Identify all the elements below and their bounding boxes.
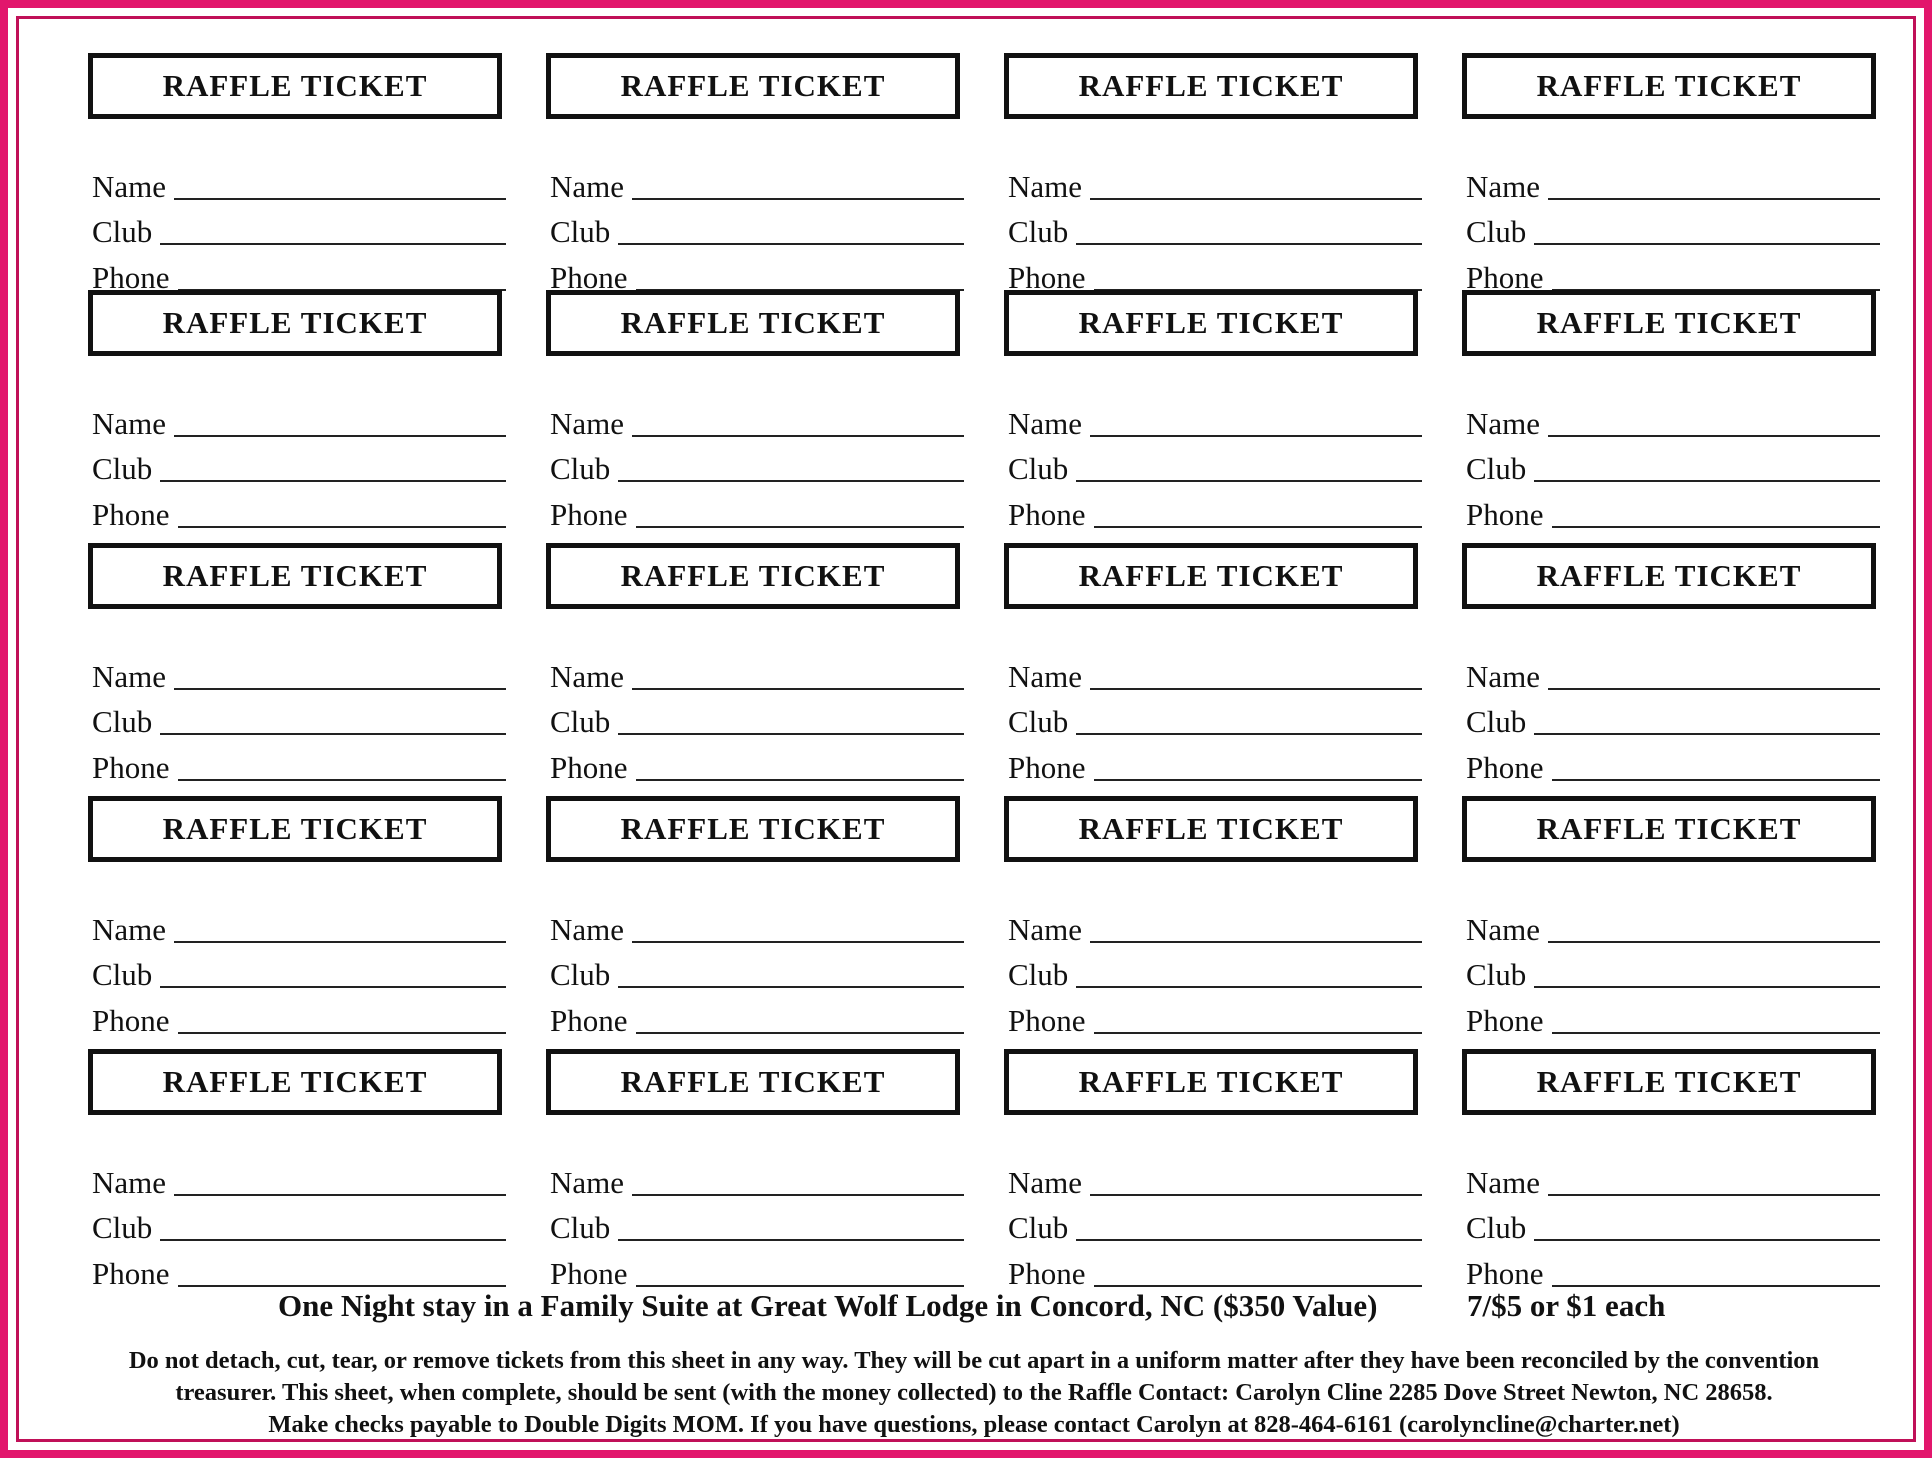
write-in-line[interactable] (618, 479, 964, 482)
ticket-field-phone (550, 494, 964, 530)
ticket-field-club (550, 448, 964, 484)
field-label: Club (1008, 1210, 1069, 1245)
write-in-line[interactable] (1534, 985, 1880, 988)
write-in-line[interactable] (1552, 1031, 1881, 1034)
ticket-title: RAFFLE TICKET (1462, 543, 1876, 609)
ticket-field-name (550, 1162, 964, 1198)
write-in-line[interactable] (1094, 525, 1423, 528)
ticket-field-phone (92, 747, 506, 783)
ticket-title: RAFFLE TICKET (1004, 796, 1418, 862)
field-label: Phone (1008, 497, 1086, 532)
field-label: Club (92, 704, 153, 739)
write-in-line[interactable] (1552, 525, 1881, 528)
write-in-line[interactable] (178, 778, 507, 781)
ticket-field-name (1008, 403, 1422, 439)
field-label: Phone (1466, 260, 1544, 295)
ticket-field-name (1466, 403, 1880, 439)
field-label: Club (1008, 214, 1069, 249)
field-label: Name (92, 1165, 167, 1200)
write-in-line[interactable] (174, 940, 506, 943)
ticket-title: RAFFLE TICKET (546, 796, 960, 862)
write-in-line[interactable] (1548, 1193, 1880, 1196)
ticket-field-name (550, 166, 964, 202)
write-in-line[interactable] (1094, 778, 1423, 781)
ticket-field-club (1008, 954, 1422, 990)
field-label: Name (550, 1165, 625, 1200)
ticket-field-club (92, 211, 506, 247)
ticket-field-name (1466, 909, 1880, 945)
field-label: Phone (1008, 260, 1086, 295)
ticket-field-phone (92, 1253, 506, 1289)
field-label: Name (550, 659, 625, 694)
write-in-line[interactable] (636, 778, 965, 781)
ticket-field-name (1008, 909, 1422, 945)
write-in-line[interactable] (632, 940, 964, 943)
write-in-line[interactable] (636, 1031, 965, 1034)
field-label: Club (550, 957, 611, 992)
write-in-line[interactable] (1090, 197, 1422, 200)
write-in-line[interactable] (160, 479, 506, 482)
field-label: Phone (550, 1256, 628, 1291)
ticket-field-name (550, 656, 964, 692)
ticket-title: RAFFLE TICKET (88, 543, 502, 609)
ticket-title: RAFFLE TICKET (546, 53, 960, 119)
field-label: Club (1466, 957, 1527, 992)
ticket-field-name (1008, 166, 1422, 202)
write-in-line[interactable] (636, 525, 965, 528)
write-in-line[interactable] (174, 434, 506, 437)
field-label: Phone (550, 497, 628, 532)
ticket-field-club (92, 1207, 506, 1243)
ticket-title: RAFFLE TICKET (1462, 290, 1876, 356)
ticket-field-name (92, 909, 506, 945)
write-in-line[interactable] (1076, 985, 1422, 988)
ticket-title: RAFFLE TICKET (1004, 53, 1418, 119)
write-in-line[interactable] (1534, 1238, 1880, 1241)
ticket-field-name (92, 166, 506, 202)
ticket-field-phone (550, 257, 964, 293)
ticket-field-club (550, 954, 964, 990)
write-in-line[interactable] (1076, 479, 1422, 482)
field-label: Club (550, 1210, 611, 1245)
write-in-line[interactable] (1548, 197, 1880, 200)
field-label: Phone (1008, 1003, 1086, 1038)
write-in-line[interactable] (160, 732, 506, 735)
ticket-title: RAFFLE TICKET (546, 543, 960, 609)
field-label: Phone (550, 750, 628, 785)
field-label: Name (1008, 406, 1083, 441)
write-in-line[interactable] (160, 985, 506, 988)
field-label: Club (1466, 1210, 1527, 1245)
field-label: Phone (550, 1003, 628, 1038)
field-label: Name (1008, 169, 1083, 204)
field-label: Club (1008, 957, 1069, 992)
field-label: Club (550, 704, 611, 739)
write-in-line[interactable] (174, 687, 506, 690)
ticket-field-club (1466, 954, 1880, 990)
ticket-field-name (92, 656, 506, 692)
field-label: Club (1466, 704, 1527, 739)
ticket-field-club (1008, 211, 1422, 247)
ticket-field-club (1008, 701, 1422, 737)
field-label: Club (92, 1210, 153, 1245)
write-in-line[interactable] (1076, 242, 1422, 245)
ticket-field-name (1466, 656, 1880, 692)
field-label: Phone (1466, 497, 1544, 532)
ticket-title: RAFFLE TICKET (1462, 53, 1876, 119)
ticket-field-club (92, 954, 506, 990)
prize-line (8, 1288, 1932, 1328)
write-in-line[interactable] (178, 1031, 507, 1034)
write-in-line[interactable] (632, 197, 964, 200)
ticket-title: RAFFLE TICKET (1004, 290, 1418, 356)
write-in-line[interactable] (174, 197, 506, 200)
field-label: Name (1008, 1165, 1083, 1200)
ticket-field-phone (550, 1253, 964, 1289)
notice-line-2: treasurer. This sheet, when complete, should be sent (with the money collected) to the Raffle Contact: Carolyn Cline 2285 Dove Street Newton, NC 28658. (175, 1379, 1773, 1406)
ticket-title: RAFFLE TICKET (546, 290, 960, 356)
write-in-line[interactable] (1534, 732, 1880, 735)
ticket-field-name (550, 909, 964, 945)
field-label: Name (550, 169, 625, 204)
write-in-line[interactable] (1548, 687, 1880, 690)
write-in-line[interactable] (178, 525, 507, 528)
ticket-field-club (550, 701, 964, 737)
ticket-field-club (550, 211, 964, 247)
ticket-field-club (550, 1207, 964, 1243)
field-label: Phone (92, 1256, 170, 1291)
field-label: Club (550, 214, 611, 249)
ticket-title: RAFFLE TICKET (88, 1049, 502, 1115)
ticket-field-name (1008, 1162, 1422, 1198)
ticket-field-phone (550, 747, 964, 783)
write-in-line[interactable] (1090, 687, 1422, 690)
write-in-line[interactable] (632, 687, 964, 690)
write-in-line[interactable] (160, 1238, 506, 1241)
ticket-field-phone (1466, 257, 1880, 293)
field-label: Club (1466, 214, 1527, 249)
write-in-line[interactable] (160, 242, 506, 245)
write-in-line[interactable] (1534, 479, 1880, 482)
field-label: Name (1466, 169, 1541, 204)
ticket-field-phone (92, 1000, 506, 1036)
field-label: Name (1008, 912, 1083, 947)
write-in-line[interactable] (178, 1284, 507, 1287)
write-in-line[interactable] (1076, 732, 1422, 735)
write-in-line[interactable] (1094, 1284, 1423, 1287)
ticket-title: RAFFLE TICKET (1004, 1049, 1418, 1115)
field-label: Phone (1466, 750, 1544, 785)
field-label: Name (1466, 406, 1541, 441)
write-in-line[interactable] (1552, 778, 1881, 781)
ticket-field-phone (1466, 494, 1880, 530)
field-label: Name (92, 659, 167, 694)
field-label: Club (1466, 451, 1527, 486)
ticket-field-club (92, 701, 506, 737)
field-label: Name (550, 912, 625, 947)
ticket-field-club (1466, 1207, 1880, 1243)
field-label: Name (550, 406, 625, 441)
field-label: Name (92, 912, 167, 947)
field-label: Name (1466, 912, 1541, 947)
ticket-title: RAFFLE TICKET (546, 1049, 960, 1115)
write-in-line[interactable] (1090, 940, 1422, 943)
ticket-field-phone (1466, 747, 1880, 783)
write-in-line[interactable] (174, 1193, 506, 1196)
ticket-field-phone (1008, 494, 1422, 530)
notice-line-1: Do not detach, cut, tear, or remove tickets from this sheet in any way. They will be cut apart in a uniform matter after they have been reconciled by the convention (128, 1347, 1820, 1374)
write-in-line[interactable] (1090, 434, 1422, 437)
prize-description: One Night stay in a Family Suite at Great Wolf Lodge in Concord, NC ($350 Value) (278, 1288, 1378, 1323)
ticket-title: RAFFLE TICKET (1462, 796, 1876, 862)
field-label: Name (92, 169, 167, 204)
field-label: Club (550, 451, 611, 486)
field-label: Phone (1466, 1256, 1544, 1291)
ticket-field-phone (1008, 1000, 1422, 1036)
field-label: Phone (92, 260, 170, 295)
field-label: Club (92, 214, 153, 249)
field-label: Phone (92, 1003, 170, 1038)
field-label: Club (92, 957, 153, 992)
ticket-title: RAFFLE TICKET (88, 53, 502, 119)
write-in-line[interactable] (618, 242, 964, 245)
ticket-title: RAFFLE TICKET (1462, 1049, 1876, 1115)
field-label: Phone (1466, 1003, 1544, 1038)
write-in-line[interactable] (618, 985, 964, 988)
field-label: Club (1008, 451, 1069, 486)
write-in-line[interactable] (1548, 940, 1880, 943)
ticket-title: RAFFLE TICKET (1004, 543, 1418, 609)
field-label: Phone (550, 260, 628, 295)
ticket-field-phone (92, 494, 506, 530)
field-label: Name (1466, 659, 1541, 694)
field-label: Phone (1008, 1256, 1086, 1291)
write-in-line[interactable] (618, 1238, 964, 1241)
ticket-field-name (550, 403, 964, 439)
write-in-line[interactable] (636, 1284, 965, 1287)
ticket-field-name (92, 403, 506, 439)
field-label: Name (92, 406, 167, 441)
ticket-price: 7/$5 or $1 each (1467, 1288, 1666, 1323)
field-label: Club (1008, 704, 1069, 739)
write-in-line[interactable] (632, 1193, 964, 1196)
write-in-line[interactable] (1076, 1238, 1422, 1241)
write-in-line[interactable] (1548, 434, 1880, 437)
ticket-field-club (1466, 211, 1880, 247)
ticket-title: RAFFLE TICKET (88, 796, 502, 862)
ticket-field-phone (1008, 257, 1422, 293)
field-label: Club (92, 451, 153, 486)
field-label: Phone (92, 497, 170, 532)
ticket-field-phone (1008, 747, 1422, 783)
ticket-field-phone (1466, 1253, 1880, 1289)
ticket-title: RAFFLE TICKET (88, 290, 502, 356)
instructions-notice (38, 1345, 1910, 1441)
ticket-field-club (1008, 1207, 1422, 1243)
ticket-field-name (92, 1162, 506, 1198)
field-label: Phone (92, 750, 170, 785)
ticket-field-phone (550, 1000, 964, 1036)
ticket-field-name (1008, 656, 1422, 692)
write-in-line[interactable] (1552, 1284, 1881, 1287)
write-in-line[interactable] (618, 732, 964, 735)
ticket-field-phone (1466, 1000, 1880, 1036)
field-label: Name (1008, 659, 1083, 694)
write-in-line[interactable] (1094, 1031, 1423, 1034)
ticket-field-club (1008, 448, 1422, 484)
notice-line-3: Make checks payable to Double Digits MOM. If you have questions, please contact Carolyn at 828-464-6161 (carolyncline@charter.net) (268, 1411, 1680, 1438)
ticket-field-club (92, 448, 506, 484)
field-label: Name (1466, 1165, 1541, 1200)
field-label: Phone (1008, 750, 1086, 785)
ticket-field-phone (92, 257, 506, 293)
write-in-line[interactable] (1090, 1193, 1422, 1196)
write-in-line[interactable] (1534, 242, 1880, 245)
ticket-field-name (1466, 1162, 1880, 1198)
ticket-field-club (1466, 701, 1880, 737)
ticket-field-club (1466, 448, 1880, 484)
ticket-field-phone (1008, 1253, 1422, 1289)
ticket-field-name (1466, 166, 1880, 202)
write-in-line[interactable] (632, 434, 964, 437)
